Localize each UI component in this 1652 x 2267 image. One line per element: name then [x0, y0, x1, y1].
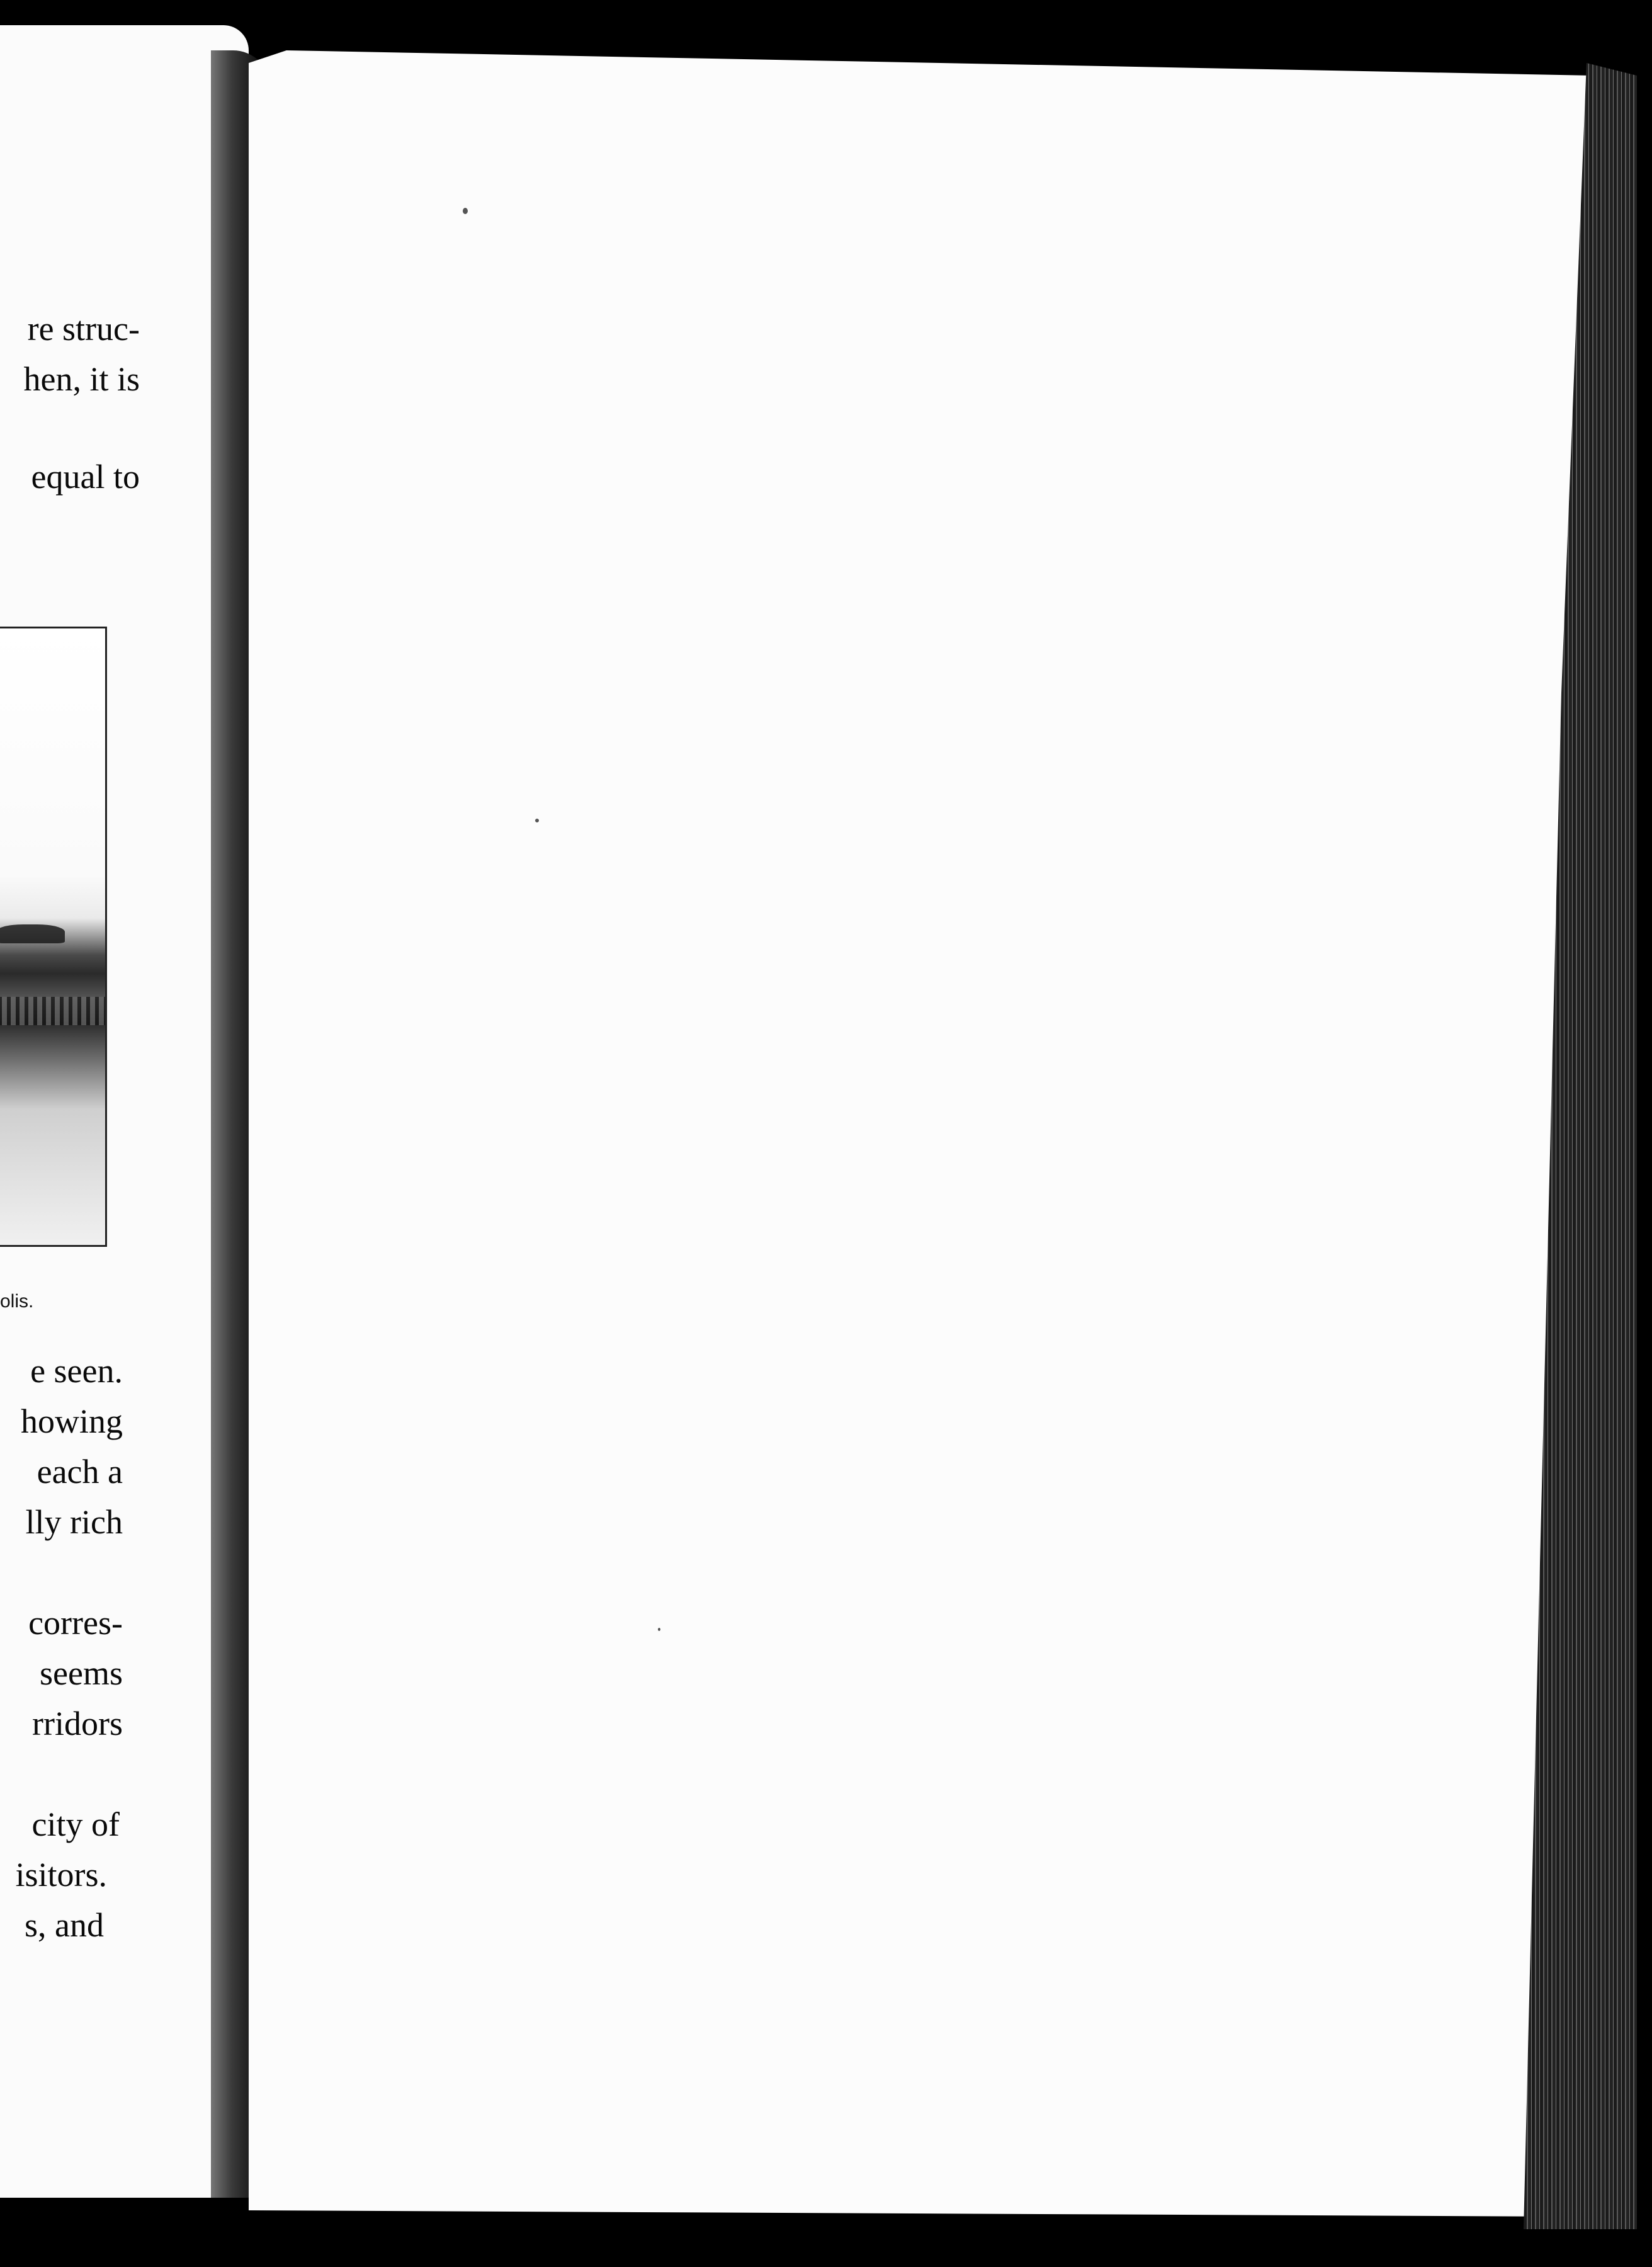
halftone-photograph [0, 627, 107, 1247]
text-line: corres- [28, 1604, 123, 1642]
text-line: seems [40, 1654, 123, 1692]
text-line: re struc- [27, 310, 140, 348]
photo-boat-shape [0, 924, 65, 943]
text-line: city of [31, 1805, 120, 1843]
photo-water-reflection [0, 997, 105, 1025]
text-line: s, and [25, 1906, 104, 1944]
paper-speck [535, 819, 539, 822]
text-line: isitors. [15, 1856, 107, 1894]
text-line: each a [37, 1453, 123, 1491]
right-page-blank [249, 50, 1593, 2217]
text-line: howing [21, 1402, 123, 1440]
text-line: equal to [31, 458, 140, 496]
text-line: hen, it is [23, 360, 140, 398]
paper-speck [658, 1628, 660, 1631]
photo-caption: olis. [0, 1291, 34, 1312]
text-line: rridors [32, 1705, 123, 1742]
paper-speck [463, 208, 468, 214]
text-line: lly rich [25, 1503, 123, 1541]
text-line: e seen. [30, 1352, 123, 1390]
